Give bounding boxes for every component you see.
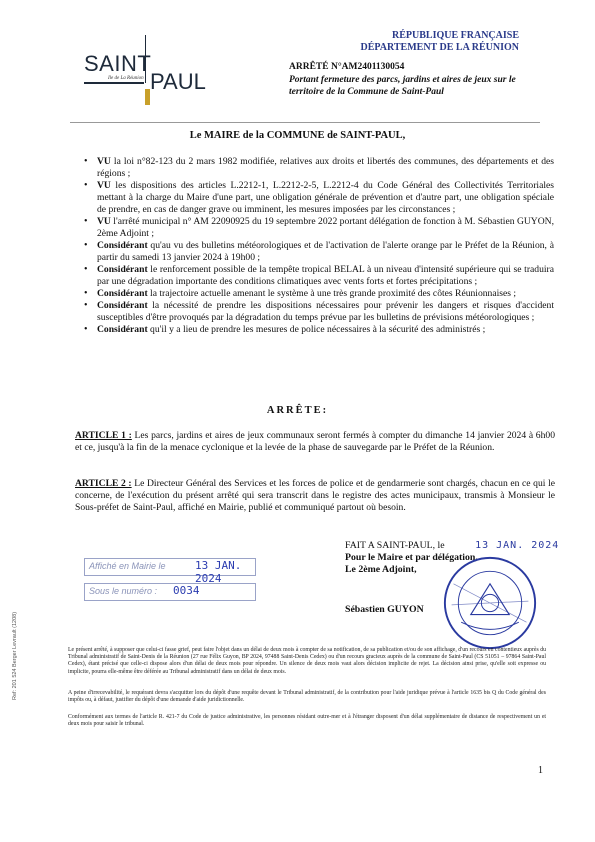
department-line: DÉPARTEMENT DE LA RÉUNION [360,42,519,53]
logo-bar-icon [145,89,150,105]
consideration-item [78,216,554,240]
consideration-text: la loi n°82-123 du 2 mars 1982 modifiée, relatives aux droits et libertés des communes, des départements et des régions ; [97,156,554,179]
adjoint-line: Le 2ème Adjoint, [345,564,417,575]
consideration-key: Considérant [97,264,148,275]
signatory-name: Sébastien GUYON [345,604,424,615]
consideration-item [78,264,554,288]
saint-paul-logo [78,33,228,105]
article-2-heading: ARTICLE 2 : [75,478,132,489]
fait-line [345,540,559,552]
page-number: 1 [538,765,543,776]
republic-header [361,30,519,54]
logo-tagline: Ile de La Réunion [108,76,144,81]
fait-label: FAIT A SAINT-PAUL, le [345,540,445,551]
consideration-item [78,300,554,324]
consideration-text: les dispositions des articles L.2212-1, L.2212-2-5, L.2212-4 du Code Général des Collectivités Territoriales mettant à la charge du Maire d'une part, une obligation générale de prévention et d'autre part, une obligation spéciale de prendre, en cas de danger grave ou imminent, les mesures imposées par les circonstances ; [97,180,554,215]
legal-notice-1: Le présent arrêté, à supposer que celui-ci fasse grief, peut faire l'objet dans un délai de deux mois à compter de sa notification, de sa publication et/ou de son affichage, d'un recours en contentieux auprès du Tribunal administratif de Saint-Denis de la Réunion (27 rue Félix Guyon, BP 2024, 97488 Saint-Denis Cedex) ou d'un recours gracieux auprès de la commune de Saint-Paul (CS 51051 – 97864 Saint-Paul Cedex), étant précisé que celle-ci dispose alors d'un délai de deux mois pour répondre. Un silence de deux mois vaut alors décision implicite de rejet. La décision ainsi prise, qu'elle soit expresse ou implicite, pourra elle-même être déférée au Tribunal administratif dans un délai de deux mois. [68,647,546,675]
legal-notice-2: A peine d'irrecevabilité, le requérant devra s'acquitter lors du dépôt d'une requête devant le Tribunal administratif, de la contribution pour l'aide juridique prévue à l'article 1635 bis Q du Code général des impôts ou, à défaut, justifier du dépôt d'une demande d'aide juridictionnelle. [68,690,546,704]
article-1 [75,430,555,454]
consideration-item [78,156,554,180]
signature-date: 13 JAN. 2024 [475,540,560,551]
delegation-line: Pour le Maire et par délégation, [345,552,478,563]
consideration-item [78,324,554,336]
consideration-key: Considérant [97,240,148,251]
consideration-key: Considérant [97,300,148,311]
numero-value: 0034 [173,584,200,597]
article-2 [75,478,555,514]
article-1-text: Les parcs, jardins et aires de jeux communaux seront fermés à compter du dimanche 14 janvier 2024 à 6h00 et ce, jusqu'à la fin de la menace cyclonique et la levée de la phase de sauvegarde par le Préfet de la Réunion. [75,430,555,453]
consideration-item [78,240,554,264]
logo-text-saint: SAINT [84,51,152,76]
side-reference: Ref: 201 524 Berger Levrault (1208) [12,611,18,700]
arrete-object: Portant fermeture des parcs, jardins et aires de jeux sur le territoire de la Commune de Saint-Paul [289,75,516,97]
numero-stamp [84,583,256,601]
consideration-text: qu'au vu des bulletins météorologiques et de l'activation de l'alerte orange par le Préfet de la Réunion, à partir du samedi 13 janvier 2024 à 19h00 ; [97,240,554,263]
article-2-text: Le Directeur Général des Services et les forces de police et de gendarmerie sont chargés, chacun en ce qui le concerne, de l'exécution du présent arrêté qui sera transcrit dans le registre des actes municipaux, transmis à Monsieur le Sous-préfet de Saint-Paul, affiché en Mairie, publié et communiqué partout où besoin. [75,478,555,513]
article-1-heading: ARTICLE 1 : [75,430,132,441]
arrete-title: ARRÊTE: [266,405,329,416]
maire-title: Le MAIRE de la COMMUNE de SAINT-PAUL, [189,130,406,141]
consideration-key: VU [97,216,111,227]
legal-notice-3: Conformément aux termes de l'article R. 421-7 du Code de justice administrative, les personnes résidant outre-mer et à l'étranger disposent d'un délai supplémentaire de distance de respectivement un et deux mois pour saisir le tribunal. [68,714,546,728]
header-divider [70,122,540,123]
consideration-key: Considérant [97,288,148,299]
consideration-text: la trajectoire actuelle amenant le système à une très grande proximité des côtes Réunionnaises ; [147,288,517,299]
logo-text-paul: PAUL [150,69,206,94]
republic-line: RÉPUBLIQUE FRANÇAISE [392,30,519,41]
consideration-key: Considérant [97,324,148,335]
affichage-label: Affiché en Mairie le [89,561,166,571]
arrete-number: ARRÊTÉ N°AM2401130054 [289,62,405,72]
consideration-key: VU [97,156,111,167]
affichage-stamp [84,558,256,585]
considerations-list [78,156,554,336]
consideration-text: qu'il y a lieu de prendre les mesures de police nécessaires à la sécurité des administrés ; [147,324,486,335]
logo-wave-icon [84,82,144,84]
consideration-text: l'arrêté municipal n° AM 22090925 du 19 septembre 2022 portant délégation de fonction à M. Sébastien GUYON, 2ème Adjoint ; [97,216,554,239]
official-seal-icon [442,555,538,651]
consideration-item [78,180,554,216]
affichage-date: 13 JAN. 2024 [195,559,242,585]
consideration-key: VU [97,180,111,191]
consideration-text: le renforcement possible de la tempête tropical BELAL à un niveau d'intensité supérieure qui se traduira par une dégradation importante des conditions climatiques avec vents forts et fortes précipitations ; [97,264,554,287]
consideration-text: la nécessité de prendre les dispositions nécessaires pour prévenir les dangers et risques d'accident susceptibles d'être provoqués par la dégradation du temps prévue par les bulletins de prévisions météorologiques ; [97,300,554,323]
consideration-item [78,288,554,300]
numero-label: Sous le numéro : [89,586,158,596]
